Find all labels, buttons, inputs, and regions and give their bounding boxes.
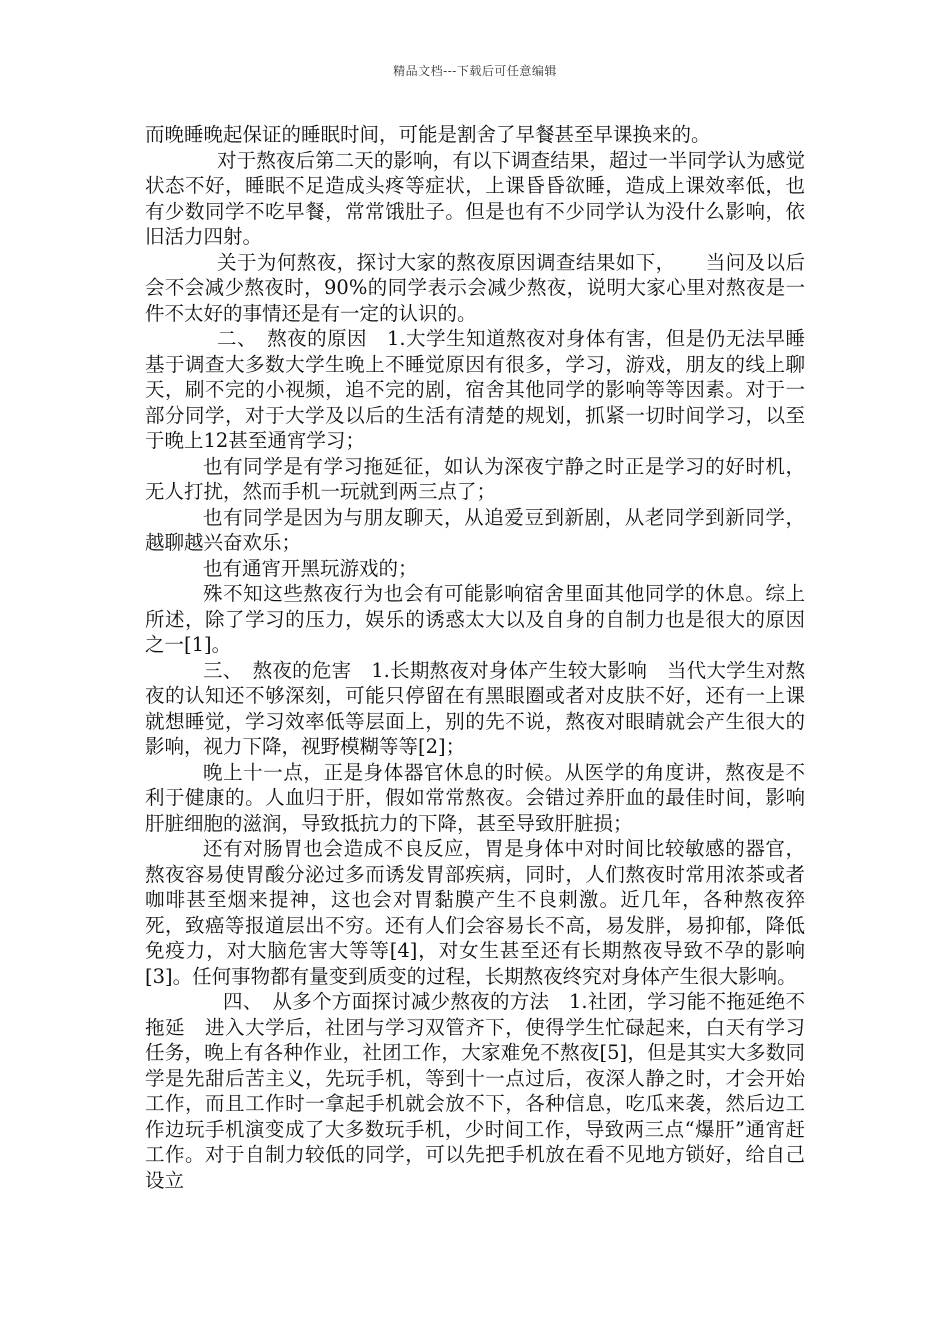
- section-heading-paragraph: 二、 熬夜的原因 1.大学生知道熬夜对身体有害，但是仍无法早睡 基于调查大多数大学生晚上不睡觉原因有很多，学习，游戏，朋友的线上聊天，刷不完的小视频，追不完的剧，宿舍其他同学的影响等等因素。对于一部分同学，对于大学及以后的生活有清楚的规划，抓紧一切时间学习，以至于晚上12甚至通宵学习；: [145, 327, 825, 452]
- paragraph: 还有对肠胃也会造成不良反应，胃是身体中对时间比较敏感的器官，熬夜容易使胃酸分泌过多而诱发胃部疾病，同时，人们熬夜时常用浓茶或者咖啡甚至烟来提神，这也会对胃黏膜产生不良刺激。近几年，各种熬夜猝死，致癌等报道层出不穷。还有人们会容易长不高，易发胖，易抑郁，降低免疫力，对大脑危害大等等[4]，对女生甚至还有长期熬夜导致不孕的影响[3]。任何事物都有量变到质变的过程，长期熬夜终究对身体产生很大影响。: [145, 837, 805, 988]
- section-heading-paragraph: 四、 从多个方面探讨减少熬夜的方法 1.社团，学习能不拖延绝不拖延 进入大学后，社团与学习双管齐下，使得学生忙碌起来，白天有学习任务，晚上有各种作业，社团工作，大家难免不熬夜[5]，但是其实大多数同学是先甜后苦主义，先玩手机，等到十一点过后，夜深人静之时，才会开始工作，而且工作时一拿起手机就会放不下，各种信息，吃瓜来袭，然后边工作边玩手机演变成了大多数玩手机，少时间工作，导致两三点“爆肝”通宵赶工作。对于自制力较低的同学，可以先把手机放在看不见地方锁好，给自己设立: [145, 990, 805, 1192]
- paragraph: 晚上十一点，正是身体器官休息的时候。从医学的角度讲，熬夜是不利于健康的。人血归于肝，假如常常熬夜。会错过养肝血的最佳时间，影响肝脏细胞的滋润，导致抵抗力的下降，甚至导致肝脏损；: [145, 760, 805, 835]
- page-header: 精品文档---下载后可任意编辑: [393, 64, 557, 78]
- paragraph: 对于熬夜后第二天的影响，有以下调查结果，超过一半同学认为感觉状态不好，睡眠不足造成头疼等症状，上课昏昏欲睡，造成上课效率低，也有少数同学不吃早餐，常常饿肚子。但是也有不少同学认为没什么影响，依旧活力四射。: [145, 148, 805, 248]
- paragraph: 也有同学是有学习拖延征，如认为深夜宁静之时正是学习的好时机，无人打扰，然而手机一玩就到两三点了；: [145, 454, 805, 503]
- document-body: [145, 122, 825, 1193]
- paragraph: 殊不知这些熬夜行为也会有可能影响宿舍里面其他同学的休息。综上所述，除了学习的压力，娱乐的诱惑太大以及自身的自制力也是很大的原因之一[1]。: [145, 582, 805, 656]
- paragraph: 也有同学是因为与朋友聊天，从追爱豆到新剧，从老同学到新同学，越聊越兴奋欢乐；: [145, 505, 805, 554]
- paragraph: 关于为何熬夜，探讨大家的熬夜原因调查结果如下， 当问及以后会不会减少熬夜时，90%的同学表示会减少熬夜，说明大家心里对熬夜是一件不太好的事情还是有一定的认识的。: [145, 250, 805, 325]
- section-heading-paragraph: 三、 熬夜的危害 1.长期熬夜对身体产生较大影响 当代大学生对熬夜的认知还不够深刻，可能只停留在有黑眼圈或者对皮肤不好，还有一上课就想睡觉，学习效率低等层面上，别的先不说，熬夜对眼睛就会产生很大的影响，视力下降，视野模糊等等[2]；: [145, 658, 805, 758]
- paragraph: 也有通宵开黑玩游戏的；: [203, 556, 418, 580]
- paragraph: 而晚睡晚起保证的睡眠时间，可能是割舍了早餐甚至早课换来的。: [145, 123, 711, 146]
